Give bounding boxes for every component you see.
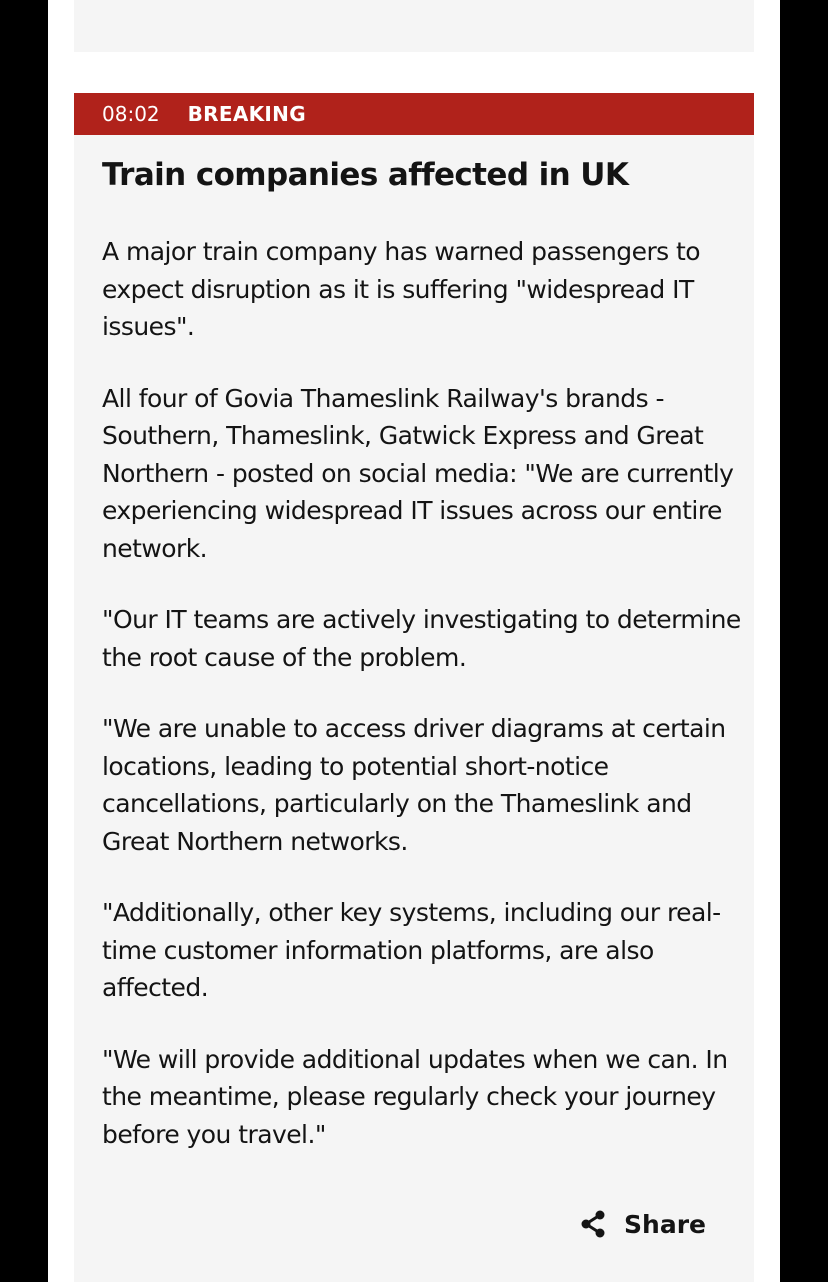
post-time: 08:02 — [102, 102, 160, 126]
share-label: Share — [624, 1209, 706, 1239]
post-paragraph: "Our IT teams are actively investigating to determine the root cause of the problem. — [102, 605, 741, 672]
breaking-banner — [74, 93, 754, 135]
share-icon — [578, 1209, 608, 1239]
breaking-label: BREAKING — [187, 102, 306, 126]
live-page — [48, 0, 780, 1282]
live-post-card — [74, 93, 754, 1282]
post-paragraph: "Additionally, other key systems, including our real-time customer information platforms, are also affected. — [102, 898, 721, 1002]
share-button[interactable] — [578, 1209, 706, 1239]
post-paragraph: "We will provide additional updates when we can. In the meantime, please regularly check your journey before you travel." — [102, 1044, 728, 1149]
post-body — [102, 233, 742, 1187]
post-headline: Train companies affected in UK — [102, 157, 629, 193]
post-paragraph: All four of Govia Thameslink Railway's brands - Southern, Thameslink, Gatwick Express and Great Northern - posted on social media: "We are currently experiencing widespread IT issues across our entire network. — [102, 383, 734, 563]
previous-post-card — [74, 0, 754, 52]
post-paragraph: A major train company has warned passengers to expect disruption as it is suffering "widespread IT issues". — [102, 237, 701, 341]
post-paragraph: "We are unable to access driver diagrams at certain locations, leading to potential short-notice cancellations, particularly on the Thameslink and Great Northern networks. — [102, 714, 726, 856]
